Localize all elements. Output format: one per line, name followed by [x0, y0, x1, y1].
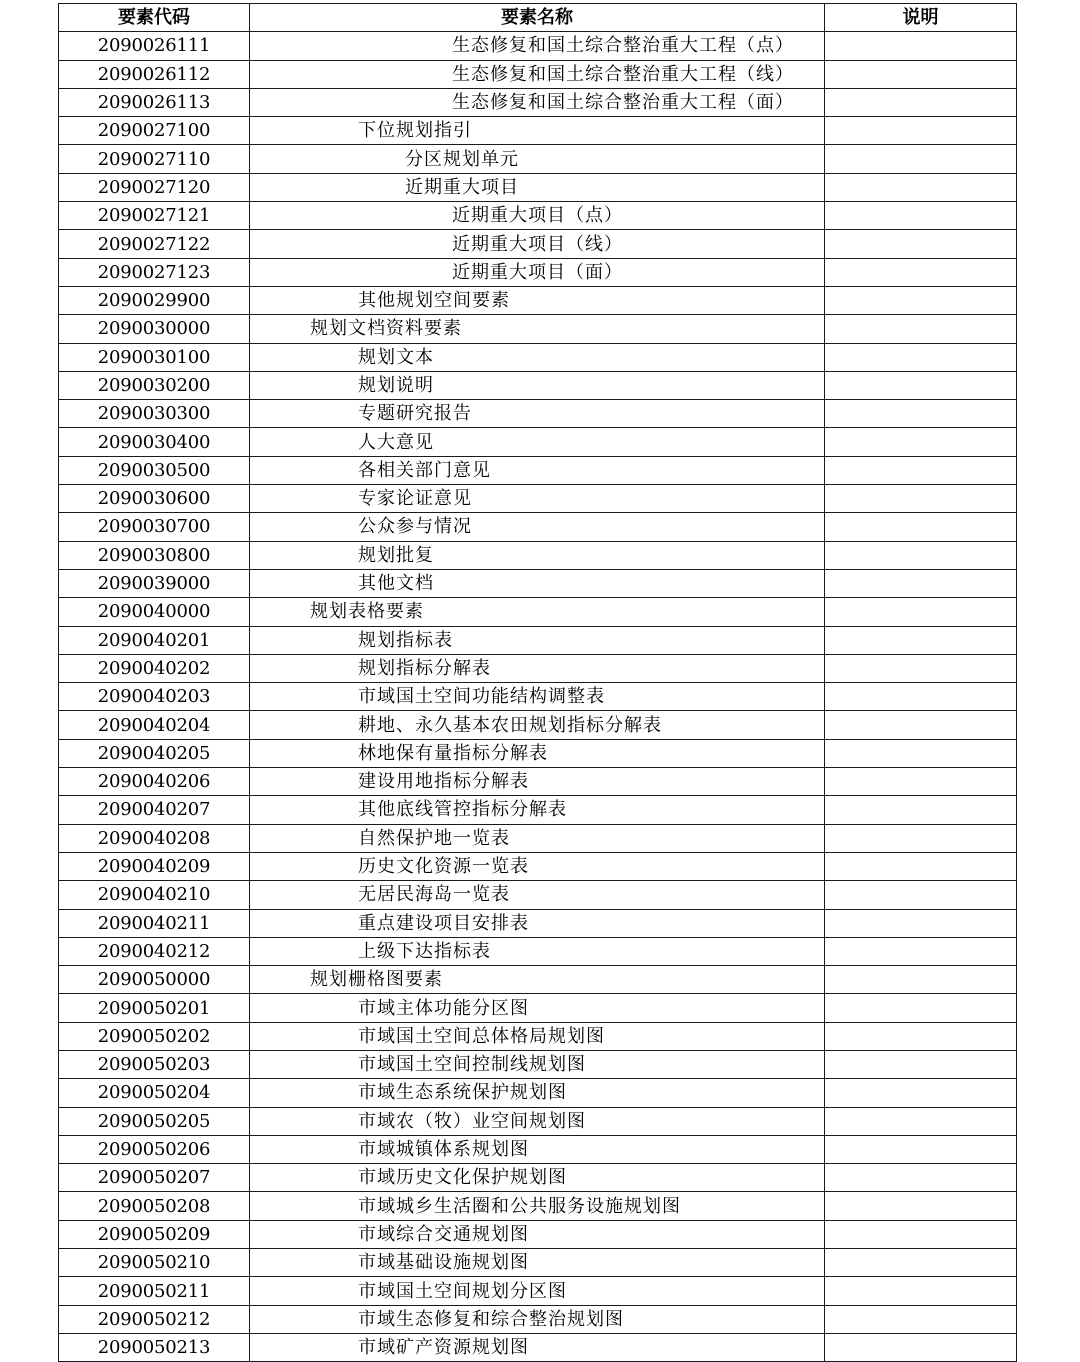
table-row	[59, 1220, 1017, 1248]
table-row	[59, 258, 1017, 286]
element-name-cell: 人大意见	[250, 428, 825, 456]
element-code-cell: 2090040206	[59, 768, 250, 796]
element-code-cell: 2090039000	[59, 569, 250, 597]
note-cell	[825, 541, 1017, 569]
element-name-cell: 规划指标表	[250, 626, 825, 654]
element-name-cell: 重点建设项目安排表	[250, 909, 825, 937]
element-code-table	[58, 3, 1017, 1362]
element-name-cell: 耕地、永久基本农田规划指标分解表	[250, 711, 825, 739]
note-cell	[825, 966, 1017, 994]
note-cell	[825, 654, 1017, 682]
element-code-cell: 2090030000	[59, 315, 250, 343]
element-name-cell: 市域综合交通规划图	[250, 1220, 825, 1248]
note-cell	[825, 1333, 1017, 1361]
note-cell	[825, 881, 1017, 909]
table-row	[59, 400, 1017, 428]
note-cell	[825, 145, 1017, 173]
element-name-cell: 市域城镇体系规划图	[250, 1135, 825, 1163]
table-row	[59, 966, 1017, 994]
table-row	[59, 852, 1017, 880]
element-code-cell: 2090030500	[59, 456, 250, 484]
table-header	[59, 4, 1017, 32]
note-cell	[825, 32, 1017, 60]
header-note: 说明	[825, 4, 1017, 32]
element-code-cell: 2090026112	[59, 60, 250, 88]
table-row	[59, 569, 1017, 597]
table-row	[59, 824, 1017, 852]
table-row	[59, 230, 1017, 258]
table-row	[59, 937, 1017, 965]
element-code-cell: 2090040203	[59, 683, 250, 711]
element-name-cell: 上级下达指标表	[250, 937, 825, 965]
table-row	[59, 768, 1017, 796]
element-code-cell: 2090030200	[59, 371, 250, 399]
table-row	[59, 145, 1017, 173]
table-row	[59, 88, 1017, 116]
element-code-cell: 2090050000	[59, 966, 250, 994]
note-cell	[825, 230, 1017, 258]
note-cell	[825, 994, 1017, 1022]
note-cell	[825, 1107, 1017, 1135]
element-code-cell: 2090050207	[59, 1164, 250, 1192]
element-name-cell: 其他文档	[250, 569, 825, 597]
element-code-cell: 2090050202	[59, 1022, 250, 1050]
element-name-cell: 其他底线管控指标分解表	[250, 796, 825, 824]
table-row	[59, 994, 1017, 1022]
note-cell	[825, 1164, 1017, 1192]
table-row	[59, 60, 1017, 88]
note-cell	[825, 1220, 1017, 1248]
table-row	[59, 626, 1017, 654]
element-name-cell: 公众参与情况	[250, 513, 825, 541]
element-name-cell: 市域国土空间控制线规划图	[250, 1050, 825, 1078]
element-name-cell: 其他规划空间要素	[250, 286, 825, 314]
note-cell	[825, 513, 1017, 541]
element-code-cell: 2090050206	[59, 1135, 250, 1163]
table-row	[59, 1050, 1017, 1078]
element-name-cell: 市域国土空间功能结构调整表	[250, 683, 825, 711]
element-name-cell: 市域生态修复和综合整治规划图	[250, 1305, 825, 1333]
element-code-cell: 2090040202	[59, 654, 250, 682]
element-name-cell: 建设用地指标分解表	[250, 768, 825, 796]
element-name-cell: 近期重大项目	[250, 173, 825, 201]
note-cell	[825, 852, 1017, 880]
note-cell	[825, 428, 1017, 456]
note-cell	[825, 1079, 1017, 1107]
element-name-cell: 规划文本	[250, 343, 825, 371]
element-code-cell: 2090050201	[59, 994, 250, 1022]
note-cell	[825, 343, 1017, 371]
note-cell	[825, 202, 1017, 230]
note-cell	[825, 1305, 1017, 1333]
element-code-cell: 2090026111	[59, 32, 250, 60]
element-name-cell: 市域国土空间规划分区图	[250, 1277, 825, 1305]
note-cell	[825, 569, 1017, 597]
table-row	[59, 683, 1017, 711]
note-cell	[825, 1135, 1017, 1163]
element-code-cell: 2090029900	[59, 286, 250, 314]
table-row	[59, 1079, 1017, 1107]
element-name-cell: 市域国土空间总体格局规划图	[250, 1022, 825, 1050]
table-row	[59, 1135, 1017, 1163]
element-name-cell: 市域矿产资源规划图	[250, 1333, 825, 1361]
element-code-cell: 2090040210	[59, 881, 250, 909]
element-code-cell: 2090040204	[59, 711, 250, 739]
table-row	[59, 796, 1017, 824]
table-row	[59, 202, 1017, 230]
element-code-cell: 2090027120	[59, 173, 250, 201]
element-name-cell: 规划文档资料要素	[250, 315, 825, 343]
element-code-cell: 2090050211	[59, 1277, 250, 1305]
note-cell	[825, 60, 1017, 88]
element-name-cell: 规划表格要素	[250, 598, 825, 626]
note-cell	[825, 909, 1017, 937]
element-code-cell: 2090027122	[59, 230, 250, 258]
element-code-cell: 2090026113	[59, 88, 250, 116]
note-cell	[825, 1249, 1017, 1277]
table-row	[59, 1164, 1017, 1192]
element-code-cell: 2090040208	[59, 824, 250, 852]
element-name-cell: 专题研究报告	[250, 400, 825, 428]
table-row	[59, 1305, 1017, 1333]
note-cell	[825, 796, 1017, 824]
element-name-cell: 生态修复和国土综合整治重大工程（面）	[250, 88, 825, 116]
table-row	[59, 739, 1017, 767]
element-name-cell: 市域农（牧）业空间规划图	[250, 1107, 825, 1135]
element-code-cell: 2090040207	[59, 796, 250, 824]
element-name-cell: 市域主体功能分区图	[250, 994, 825, 1022]
element-code-cell: 2090030800	[59, 541, 250, 569]
note-cell	[825, 315, 1017, 343]
table-row	[59, 881, 1017, 909]
element-name-cell: 历史文化资源一览表	[250, 852, 825, 880]
table-row	[59, 541, 1017, 569]
table-body	[59, 32, 1017, 1362]
element-code-cell: 2090040211	[59, 909, 250, 937]
element-code-cell: 2090030700	[59, 513, 250, 541]
element-name-cell: 市域基础设施规划图	[250, 1249, 825, 1277]
note-cell	[825, 824, 1017, 852]
element-name-cell: 近期重大项目（点）	[250, 202, 825, 230]
element-name-cell: 无居民海岛一览表	[250, 881, 825, 909]
element-name-cell: 规划指标分解表	[250, 654, 825, 682]
note-cell	[825, 117, 1017, 145]
note-cell	[825, 258, 1017, 286]
table-row	[59, 1192, 1017, 1220]
note-cell	[825, 456, 1017, 484]
element-name-cell: 规划说明	[250, 371, 825, 399]
element-code-cell: 2090040000	[59, 598, 250, 626]
note-cell	[825, 937, 1017, 965]
table-row	[59, 598, 1017, 626]
element-name-cell: 市域历史文化保护规划图	[250, 1164, 825, 1192]
table-row	[59, 173, 1017, 201]
element-code-cell: 2090040205	[59, 739, 250, 767]
element-name-cell: 下位规划指引	[250, 117, 825, 145]
element-name-cell: 近期重大项目（面）	[250, 258, 825, 286]
table-row	[59, 711, 1017, 739]
table-row	[59, 909, 1017, 937]
table-row	[59, 117, 1017, 145]
element-name-cell: 近期重大项目（线）	[250, 230, 825, 258]
element-code-cell: 2090040209	[59, 852, 250, 880]
element-code-cell: 2090050212	[59, 1305, 250, 1333]
table-row	[59, 654, 1017, 682]
table-row	[59, 1022, 1017, 1050]
table-row	[59, 485, 1017, 513]
table-row	[59, 1333, 1017, 1361]
table-row	[59, 286, 1017, 314]
element-code-cell: 2090050209	[59, 1220, 250, 1248]
note-cell	[825, 1277, 1017, 1305]
element-code-cell: 2090030300	[59, 400, 250, 428]
element-code-cell: 2090050213	[59, 1333, 250, 1361]
element-name-cell: 分区规划单元	[250, 145, 825, 173]
table-row	[59, 371, 1017, 399]
table-row	[59, 32, 1017, 60]
element-code-cell: 2090027123	[59, 258, 250, 286]
note-cell	[825, 286, 1017, 314]
note-cell	[825, 88, 1017, 116]
element-name-cell: 市域城乡生活圈和公共服务设施规划图	[250, 1192, 825, 1220]
note-cell	[825, 485, 1017, 513]
note-cell	[825, 683, 1017, 711]
element-code-cell: 2090050208	[59, 1192, 250, 1220]
table-row	[59, 315, 1017, 343]
element-name-cell: 生态修复和国土综合整治重大工程（线）	[250, 60, 825, 88]
note-cell	[825, 739, 1017, 767]
note-cell	[825, 1192, 1017, 1220]
element-code-cell: 2090050204	[59, 1079, 250, 1107]
table-row	[59, 1277, 1017, 1305]
element-code-cell: 2090050203	[59, 1050, 250, 1078]
note-cell	[825, 711, 1017, 739]
table-row	[59, 1107, 1017, 1135]
note-cell	[825, 371, 1017, 399]
note-cell	[825, 768, 1017, 796]
element-code-cell: 2090030600	[59, 485, 250, 513]
element-name-cell: 规划栅格图要素	[250, 966, 825, 994]
note-cell	[825, 173, 1017, 201]
note-cell	[825, 1050, 1017, 1078]
element-name-cell: 专家论证意见	[250, 485, 825, 513]
element-name-cell: 林地保有量指标分解表	[250, 739, 825, 767]
header-code: 要素代码	[59, 4, 250, 32]
element-name-cell: 生态修复和国土综合整治重大工程（点）	[250, 32, 825, 60]
note-cell	[825, 1022, 1017, 1050]
table-row	[59, 343, 1017, 371]
header-name: 要素名称	[250, 4, 825, 32]
element-code-cell: 2090040212	[59, 937, 250, 965]
table-row	[59, 513, 1017, 541]
header-row	[59, 4, 1017, 32]
table-row	[59, 1249, 1017, 1277]
element-code-cell: 2090050205	[59, 1107, 250, 1135]
element-code-cell: 2090027110	[59, 145, 250, 173]
element-code-cell: 2090050210	[59, 1249, 250, 1277]
element-name-cell: 市域生态系统保护规划图	[250, 1079, 825, 1107]
note-cell	[825, 400, 1017, 428]
element-name-cell: 自然保护地一览表	[250, 824, 825, 852]
note-cell	[825, 626, 1017, 654]
element-code-cell: 2090040201	[59, 626, 250, 654]
table-row	[59, 428, 1017, 456]
table-row	[59, 456, 1017, 484]
element-code-cell: 2090027121	[59, 202, 250, 230]
element-name-cell: 规划批复	[250, 541, 825, 569]
element-code-cell: 2090030400	[59, 428, 250, 456]
element-name-cell: 各相关部门意见	[250, 456, 825, 484]
element-code-cell: 2090027100	[59, 117, 250, 145]
element-code-cell: 2090030100	[59, 343, 250, 371]
note-cell	[825, 598, 1017, 626]
